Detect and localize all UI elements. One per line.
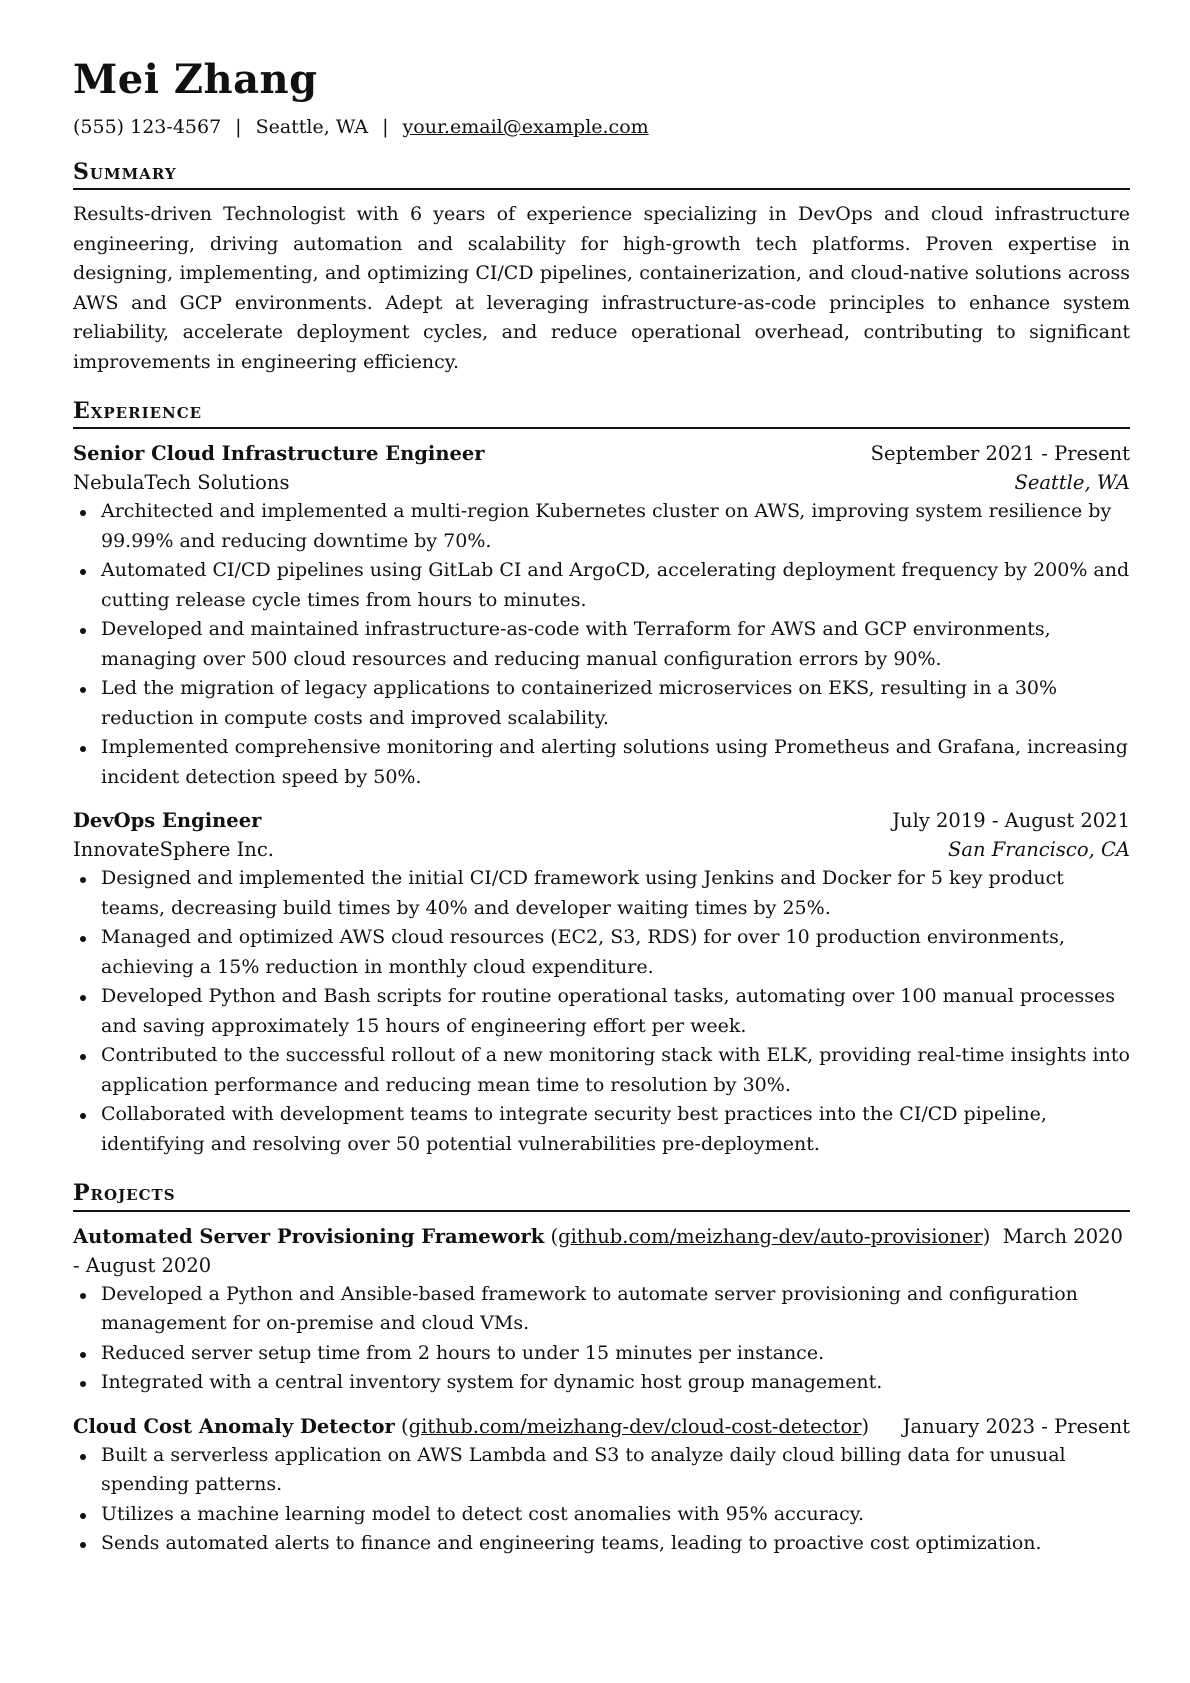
project-bullets: [73, 1280, 1130, 1398]
job-bullets: [73, 497, 1130, 792]
job-subheader: [73, 835, 1130, 864]
bullet-item: Led the migration of legacy applications to containerized microservices on EKS, resulting in a 30% reduction in compute costs and improved scalability.: [73, 674, 1130, 733]
job-bullets: [73, 864, 1130, 1159]
bullet-item: Automated CI/CD pipelines using GitLab CI and ArgoCD, accelerating deployment frequency by 200% and cutting release cycle times from hours to minutes.: [73, 556, 1130, 615]
job-location: San Francisco, CA: [947, 838, 1130, 862]
email-link[interactable]: your.email@example.com: [402, 116, 649, 138]
project-entry: [73, 1222, 1130, 1398]
section-title-summary: Summary: [73, 160, 1130, 190]
job-dates: July 2019 - August 2021: [892, 809, 1130, 833]
job-entry: [73, 806, 1130, 1159]
project-dates: January 2023 - Present: [902, 1414, 1130, 1438]
project-name: Cloud Cost Anomaly Detector: [73, 1414, 395, 1438]
project-link[interactable]: github.com/meizhang-dev/auto-provisioner: [558, 1224, 983, 1248]
bullet-item: Developed and maintained infrastructure-as-code with Terraform for AWS and GCP environments, managing over 500 cloud resources and reducing manual configuration errors by 90%.: [73, 615, 1130, 674]
bullet-item: Collaborated with development teams to integrate security best practices into the CI/CD pipeline, identifying and resolving over 50 potential vulnerabilities pre-deployment.: [73, 1100, 1130, 1159]
bullet-item: Reduced server setup time from 2 hours to under 15 minutes per instance.: [73, 1339, 1130, 1369]
project-dates: March 2020 - August 2020: [73, 1224, 1123, 1277]
job-dates: September 2021 - Present: [870, 442, 1130, 466]
bullet-item: Developed a Python and Ansible-based framework to automate server provisioning and configuration management for on-premise and cloud VMs.: [73, 1280, 1130, 1339]
bullet-item: Integrated with a central inventory system for dynamic host group management.: [73, 1368, 1130, 1398]
company-name: NebulaTech Solutions: [73, 471, 290, 495]
job-title: DevOps Engineer: [73, 809, 262, 833]
bullet-item: Architected and implemented a multi-region Kubernetes cluster on AWS, improving system resilience by 99.99% and reducing downtime by 70%.: [73, 497, 1130, 556]
contact-line: [73, 116, 1130, 138]
project-header: Cloud Cost Anomaly Detector (github.com/meizhang-dev/cloud-cost-detector) January 2023 - Present: [73, 1412, 1130, 1441]
projects-section: [73, 1181, 1130, 1558]
section-title-experience: Experience: [73, 399, 1130, 429]
contact-separator: |: [382, 116, 389, 138]
candidate-name: Mei Zhang: [73, 56, 318, 103]
project-header: Automated Server Provisioning Framework (github.com/meizhang-dev/auto-provisioner) March 2020 - August 2020: [73, 1224, 1123, 1277]
bullet-item: Built a serverless application on AWS Lambda and S3 to analyze daily cloud billing data for unusual spending patterns.: [73, 1441, 1130, 1500]
bullet-item: Sends automated alerts to finance and engineering teams, leading to proactive cost optimization.: [73, 1529, 1130, 1559]
project-entry: [73, 1412, 1130, 1559]
summary-section: [73, 160, 1130, 377]
section-title-projects: Projects: [73, 1181, 1130, 1211]
company-name: InnovateSphere Inc.: [73, 838, 274, 862]
job-header: [73, 806, 1130, 835]
project-name: Automated Server Provisioning Framework: [73, 1224, 545, 1248]
summary-text: Results-driven Technologist with 6 years of experience specializing in DevOps and cloud infrastructure engineering, driving automation and scalability for high-growth tech platforms. Proven expertise in designing, implementing, and optimizing CI/CD pipelines, containerization, and cloud-native solutions across AWS and GCP environments. Adept at leveraging infrastructure-as-code principles to enhance system reliability, accelerate deployment cycles, and reduce operational overhead, contributing to significant improvements in engineering efficiency.: [73, 203, 1130, 373]
project-link[interactable]: github.com/meizhang-dev/cloud-cost-detector: [408, 1414, 862, 1438]
project-bullets: [73, 1441, 1130, 1559]
location-text: Seattle, WA: [255, 116, 369, 138]
bullet-item: Utilizes a machine learning model to detect cost anomalies with 95% accuracy.: [73, 1500, 1130, 1530]
bullet-item: Managed and optimized AWS cloud resources (EC2, S3, RDS) for over 10 production environments, achieving a 15% reduction in monthly cloud expenditure.: [73, 923, 1130, 982]
job-header: [73, 439, 1130, 468]
phone-number: (555) 123-4567: [73, 116, 222, 138]
contact-separator: |: [235, 116, 242, 138]
job-location: Seattle, WA: [1014, 471, 1130, 495]
bullet-item: Designed and implemented the initial CI/CD framework using Jenkins and Docker for 5 key product teams, decreasing build times by 40% and developer waiting times by 25%.: [73, 864, 1130, 923]
job-title: Senior Cloud Infrastructure Engineer: [73, 442, 485, 466]
bullet-item: Contributed to the successful rollout of a new monitoring stack with ELK, providing real-time insights into application performance and reducing mean time to resolution by 30%.: [73, 1041, 1130, 1100]
experience-section: [73, 399, 1130, 1159]
bullet-item: Developed Python and Bash scripts for routine operational tasks, automating over 100 manual processes and saving approximately 15 hours of engineering effort per week.: [73, 982, 1130, 1041]
bullet-item: Implemented comprehensive monitoring and alerting solutions using Prometheus and Grafana, increasing incident detection speed by 50%.: [73, 733, 1130, 792]
job-subheader: [73, 468, 1130, 497]
job-entry: [73, 439, 1130, 792]
